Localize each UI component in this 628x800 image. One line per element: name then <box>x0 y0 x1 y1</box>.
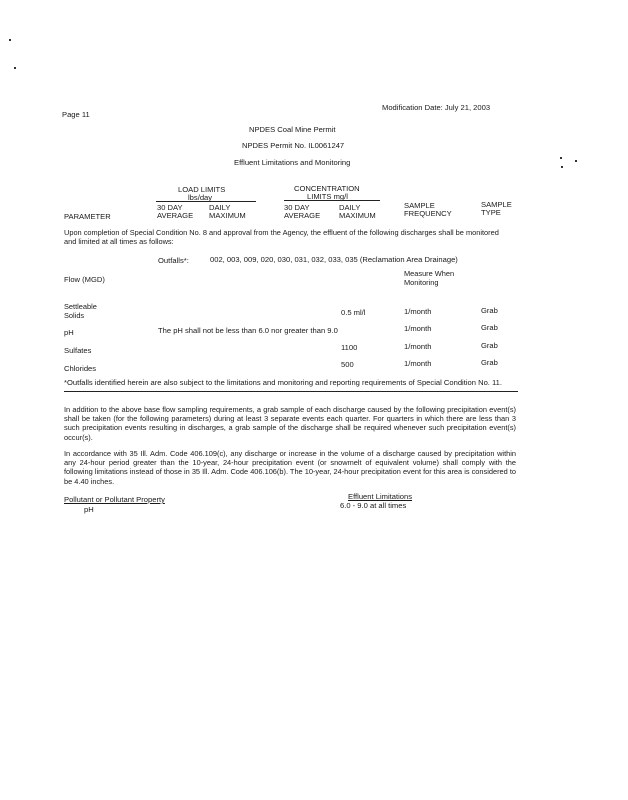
load-units: lbs/day <box>188 193 213 202</box>
pollutant-heading: Pollutant or Pollutant Property <box>64 495 165 504</box>
limit-settleable: 0.5 ml/l <box>341 308 366 317</box>
document-subtitle: Effluent Limitations and Monitoring <box>234 158 351 167</box>
scan-mark <box>14 67 16 69</box>
freq-chlorides: 1/month <box>404 359 432 368</box>
modification-date: Modification Date: July 21, 2003 <box>382 103 491 112</box>
header-rule <box>284 200 380 201</box>
col-frequency: FREQUENCY <box>404 209 452 218</box>
freq-ph: 1/month <box>404 324 432 333</box>
regulation-paragraph: In accordance with 35 Ill. Adm. Code 406.109(c), any discharge or increase in the volume of a discharge caused by precipitation within any 24-hour period greater than the 10-year, 24-hour precipitation event (or snowmelt of equivalent volume) shall comply with the following limitations instead of those in 35 Ill. Adm. Code 406.106(b). The 10-year, 24-hour precipitation event for this area is considered to be 4.40 inches. <box>64 449 516 486</box>
page-number: Page 11 <box>62 110 90 119</box>
col-sample-type-a: SAMPLE <box>481 200 512 209</box>
col-sample: SAMPLE <box>404 201 435 210</box>
effluent-value: 6.0 - 9.0 at all times <box>340 501 407 510</box>
freq-sulfates: 1/month <box>404 342 432 351</box>
outfalls-value: 002, 003, 009, 020, 030, 031, 032, 033, 035 (Reclamation Area Drainage) <box>210 255 458 264</box>
scan-mark <box>9 39 11 41</box>
param-settleable: Settleable Solids <box>64 302 97 321</box>
section-divider <box>64 391 518 392</box>
outfall-footnote: *Outfalls identified herein are also subject to the limitations and monitoring and reporting requirements of Special Condition No. 11. <box>64 378 503 387</box>
document-title: NPDES Coal Mine Permit <box>249 125 336 134</box>
param-flow: Flow (MGD) <box>64 275 105 284</box>
col-sample-type-b: TYPE <box>481 208 501 217</box>
outfalls-label: Outfalls*: <box>158 256 189 265</box>
type-ph: Grab <box>481 323 498 332</box>
concentration-units: LIMITS mg/l <box>307 192 348 201</box>
param-chlorides: Chlorides <box>64 364 97 373</box>
col-load-maximum: MAXIMUM <box>209 211 246 220</box>
col-conc-30day: 30 DAY <box>284 203 310 212</box>
type-settleable: Grab <box>481 306 498 315</box>
col-load-30day: 30 DAY <box>157 203 183 212</box>
header-rule <box>156 201 256 202</box>
intro-paragraph: Upon completion of Special Condition No. 8 and approval from the Agency, the effluent of the following discharges shall be monitored and limited at all times as follows: <box>64 228 499 247</box>
effluent-heading: Effluent Limitations <box>348 492 413 501</box>
permit-number: NPDES Permit No. IL0061247 <box>242 141 345 150</box>
scan-mark <box>561 166 563 168</box>
col-conc-daily: DAILY <box>339 203 361 212</box>
col-parameter: PARAMETER <box>64 212 111 221</box>
load-limits-heading: LOAD LIMITS <box>178 185 226 194</box>
scan-mark <box>560 157 562 159</box>
col-load-daily: DAILY <box>209 203 231 212</box>
col-conc-maximum: MAXIMUM <box>339 211 376 220</box>
freq-settleable: 1/month <box>404 307 432 316</box>
freq-flow: Measure When Monitoring <box>404 269 455 288</box>
param-sulfates: Sulfates <box>64 346 92 355</box>
concentration-heading: CONCENTRATION <box>294 184 360 193</box>
col-conc-average: AVERAGE <box>284 211 321 220</box>
type-chlorides: Grab <box>481 358 498 367</box>
param-ph: pH <box>64 328 74 337</box>
scan-mark <box>575 160 577 162</box>
pollutant-value: pH <box>84 505 94 514</box>
precipitation-paragraph: In addition to the above base flow sampling requirements, a grab sample of each discharge caused by the following precipitation event(s) shall be taken (for the following parameters) during at least 3 separate events each quarter. For quarters in which there are less than 3 such precipitation events resulting in discharges, a grab sample of the discharge shall be required whenever such precipitation event(s) occur(s). <box>64 405 516 442</box>
limit-sulfates: 1100 <box>341 343 358 352</box>
type-sulfates: Grab <box>481 341 498 350</box>
limit-chlorides: 500 <box>341 360 354 369</box>
col-load-average: AVERAGE <box>157 211 194 220</box>
note-ph: The pH shall not be less than 6.0 nor greater than 9.0 <box>158 326 338 335</box>
